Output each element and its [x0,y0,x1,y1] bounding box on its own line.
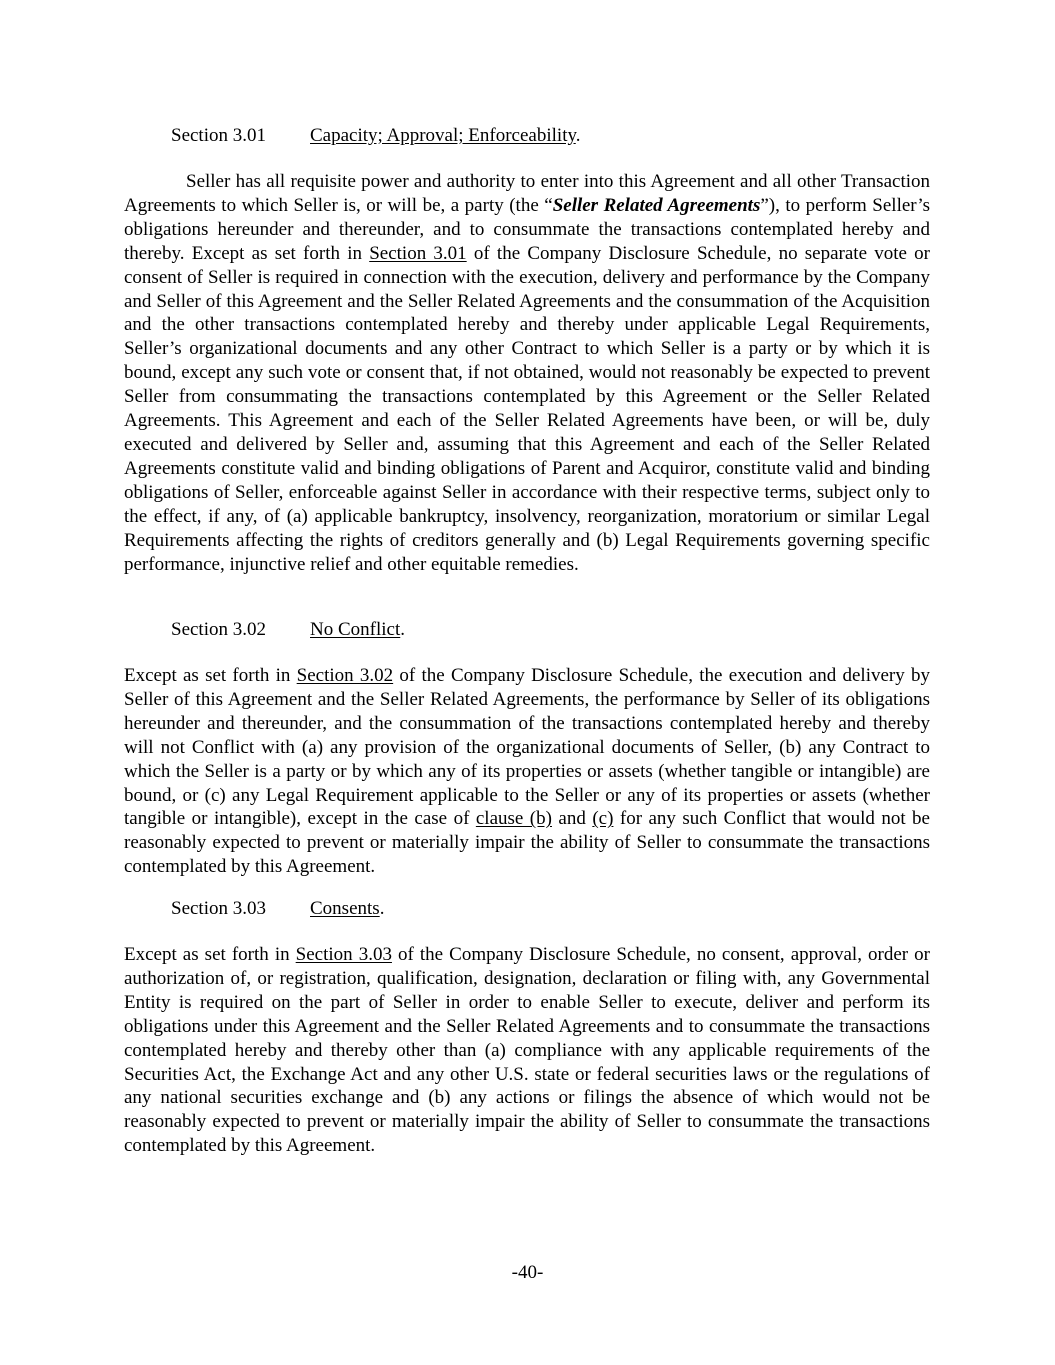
paragraph-text: of the Company Disclosure Schedule, no consent, approval, order or authorization of, or registration, qualification, designation, declaration or filing with, any Governmental Entity is required on the part of Seller in order to enable Seller to execute, deliver and perform its obligations under this Agreement and the Seller Related Agreements and to consummate the transactions contemplated hereby and thereby other than (a) compliance with any applicable requirements of the Securities Act, the Exchange Act and any other U.S. state or federal securities laws or the regulations of any national securities exchange and (b) any actions or filings the absence of which would not be reasonably expected to prevent or materially impair the ability of Seller to consummate the transactions contemplated by this Agreement. [124,944,930,1157]
paragraph-text: Seller has all requisite power and authority to enter into this Agreement and all other Transaction Agreements to which Seller is, or will be, a party (the “ [124,171,930,216]
section-title-end: . [400,619,405,640]
section-paragraph-3-02 [124,664,930,879]
page-number: -40- [511,1262,544,1283]
cross-reference: Section 3.01 [369,242,467,264]
paragraph-text: of the Company Disclosure Schedule, the execution and delivery by Seller of this Agreement and the Seller Related Agreements, the performance by Seller of its obligations hereunder and thereunder, and the consummation of the transactions contemplated hereby and thereby will not Conflict with (a) any provision of the organizational documents of Seller, (b) any Contract to which the Seller is a party or by which any of its properties or assets (whether tangible or intangible) are bound, or (c) any Legal Requirement applicable to the Seller or any of its properties or assets (whether tangible or intangible), except in the case of [124,665,930,830]
section-heading-3-03 [171,898,384,920]
section-title-end: . [575,125,581,146]
cross-reference: clause (b) [475,808,552,830]
paragraph-text: Except as set forth in [124,944,296,965]
section-number: Section 3.01 [171,125,266,146]
section-paragraph-3-01 [124,170,930,576]
cross-reference: Section 3.03 [295,944,392,965]
section-paragraph-3-03 [124,943,930,1158]
section-number: Section 3.02 [171,619,266,640]
cross-reference: Section 3.02 [296,665,394,686]
cross-reference: (c) [592,808,614,830]
section-number: Section 3.03 [171,898,266,919]
section-heading-3-02 [171,619,405,641]
section-title-end: . [379,898,385,919]
paragraph-text: ”), to perform Seller’s obligations hereunder and thereunder, and to consummate the transactions contemplated hereby and thereby. Except as set forth in [124,194,930,264]
paragraph-text: of the Company Disclosure Schedule, no separate vote or consent of Seller is required in connection with the execution, delivery and performance by the Company and Seller of this Agreement and the Seller Related Agreements and the consummation of the Acquisition and the other transactions contemplated hereby and thereby under applicable Legal Requirements, Seller’s organizational documents and any other Contract to which Seller is a party or by which it is bound, except any such vote or consent that, if not obtained, would not reasonably be expected to prevent Seller from consummating the transactions contemplated by this Agreement or the Seller Related Agreements. This Agreement and each of the Seller Related Agreements have been, or will be, duly executed and delivered by Seller and, assuming that this Agreement and each of the Seller Related Agreements constitute valid and binding obligations of Parent and Acquiror, constitute valid and binding obligations of Seller, enforceable against Seller in accordance with their respective terms, subject only to the effect, if any, of (a) applicable bankruptcy, insolvency, reorganization, moratorium or similar Legal Requirements affecting the rights of creditors generally and (b) Legal Requirements governing specific performance, injunctive relief and other equitable remedies. [124,242,930,575]
section-title: No Conflict [310,619,401,640]
defined-term: Seller Related Agreements [552,194,761,216]
section-title: Consents [310,898,380,919]
paragraph-text: Except as set forth in [124,665,297,686]
section-title: Capacity; Approval; Enforceability [310,125,576,146]
paragraph-text: for any such Conflict that would not be reasonably expected to prevent or materially impair the ability of Seller to consummate the transactions contemplated by this Agreement. [124,808,930,878]
paragraph-text: and [551,808,593,830]
section-heading-3-01 [171,125,581,147]
